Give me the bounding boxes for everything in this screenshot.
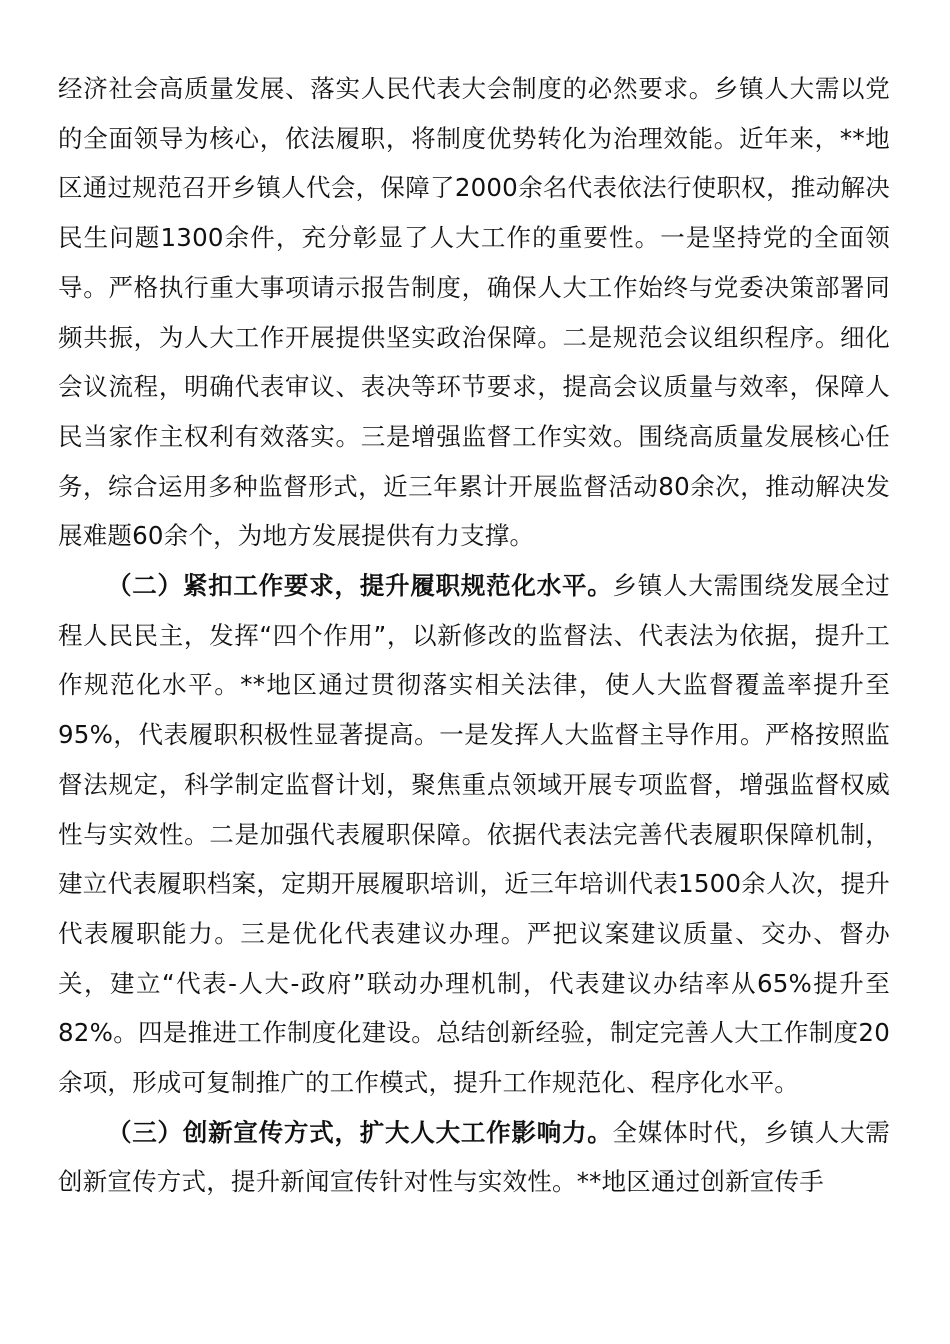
paragraph-2-body: 乡镇人大需围绕发展全过程人民民主，发挥“四个作用”，以新修改的监督法、代表法为依据，提升工作规范化水平。**地区通过贯彻落实相关法律，使人大监督覆盖率提升至95%，代表履职积极性显著提高。一是发挥人大监督主导作用。严格按照监督法规定，科学制定监督计划，聚焦重点领域开展专项监督，增强监督权威性与实效性。二是加强代表履职保障。依据代表法完善代表履职保障机制，建立代表履职档案，定期开展履职培训，近三年培训代表1500余人次，提升代表履职能力。三是优化代表建议办理。严把议案建议质量、交办、督办关，建立“代表-人大-政府”联动办理机制，代表建议办结率从65%提升至82%。四是推进工作制度化建设。总结创新经验，制定完善人大工作制度20余项，形成可复制推广的工作模式，提升工作规范化、程序化水平。 xyxy=(58,571,890,1098)
paragraph-2 xyxy=(58,561,890,1108)
section-heading-2: （二）紧扣工作要求，提升履职规范化水平。 xyxy=(107,571,613,601)
paragraph-3 xyxy=(58,1108,890,1207)
document-body xyxy=(58,64,890,1207)
paragraph-1: 经济社会高质量发展、落实人民代表大会制度的必然要求。乡镇人大需以党的全面领导为核心，依法履职，将制度优势转化为治理效能。近年来，**地区通过规范召开乡镇人代会，保障了2000余名代表依法行使职权，推动解决民生问题1300余件，充分彰显了人大工作的重要性。一是坚持党的全面领导。严格执行重大事项请示报告制度，确保人大工作始终与党委决策部署同频共振，为人大工作开展提供坚实政治保障。二是规范会议组织程序。细化会议流程，明确代表审议、表决等环节要求，提高会议质量与效率，保障人民当家作主权利有效落实。三是增强监督工作实效。围绕高质量发展核心任务，综合运用多种监督形式，近三年累计开展监督活动80余次，推动解决发展难题60余个，为地方发展提供有力支撑。 xyxy=(58,74,890,551)
section-heading-3: （三）创新宣传方式，扩大人大工作影响力。 xyxy=(107,1117,613,1147)
paragraph-3-body: 全媒体时代，乡镇人大需创新宣传方式，提升新闻宣传针对性与实效性。**地区通过创新宣传手 xyxy=(58,1117,890,1197)
